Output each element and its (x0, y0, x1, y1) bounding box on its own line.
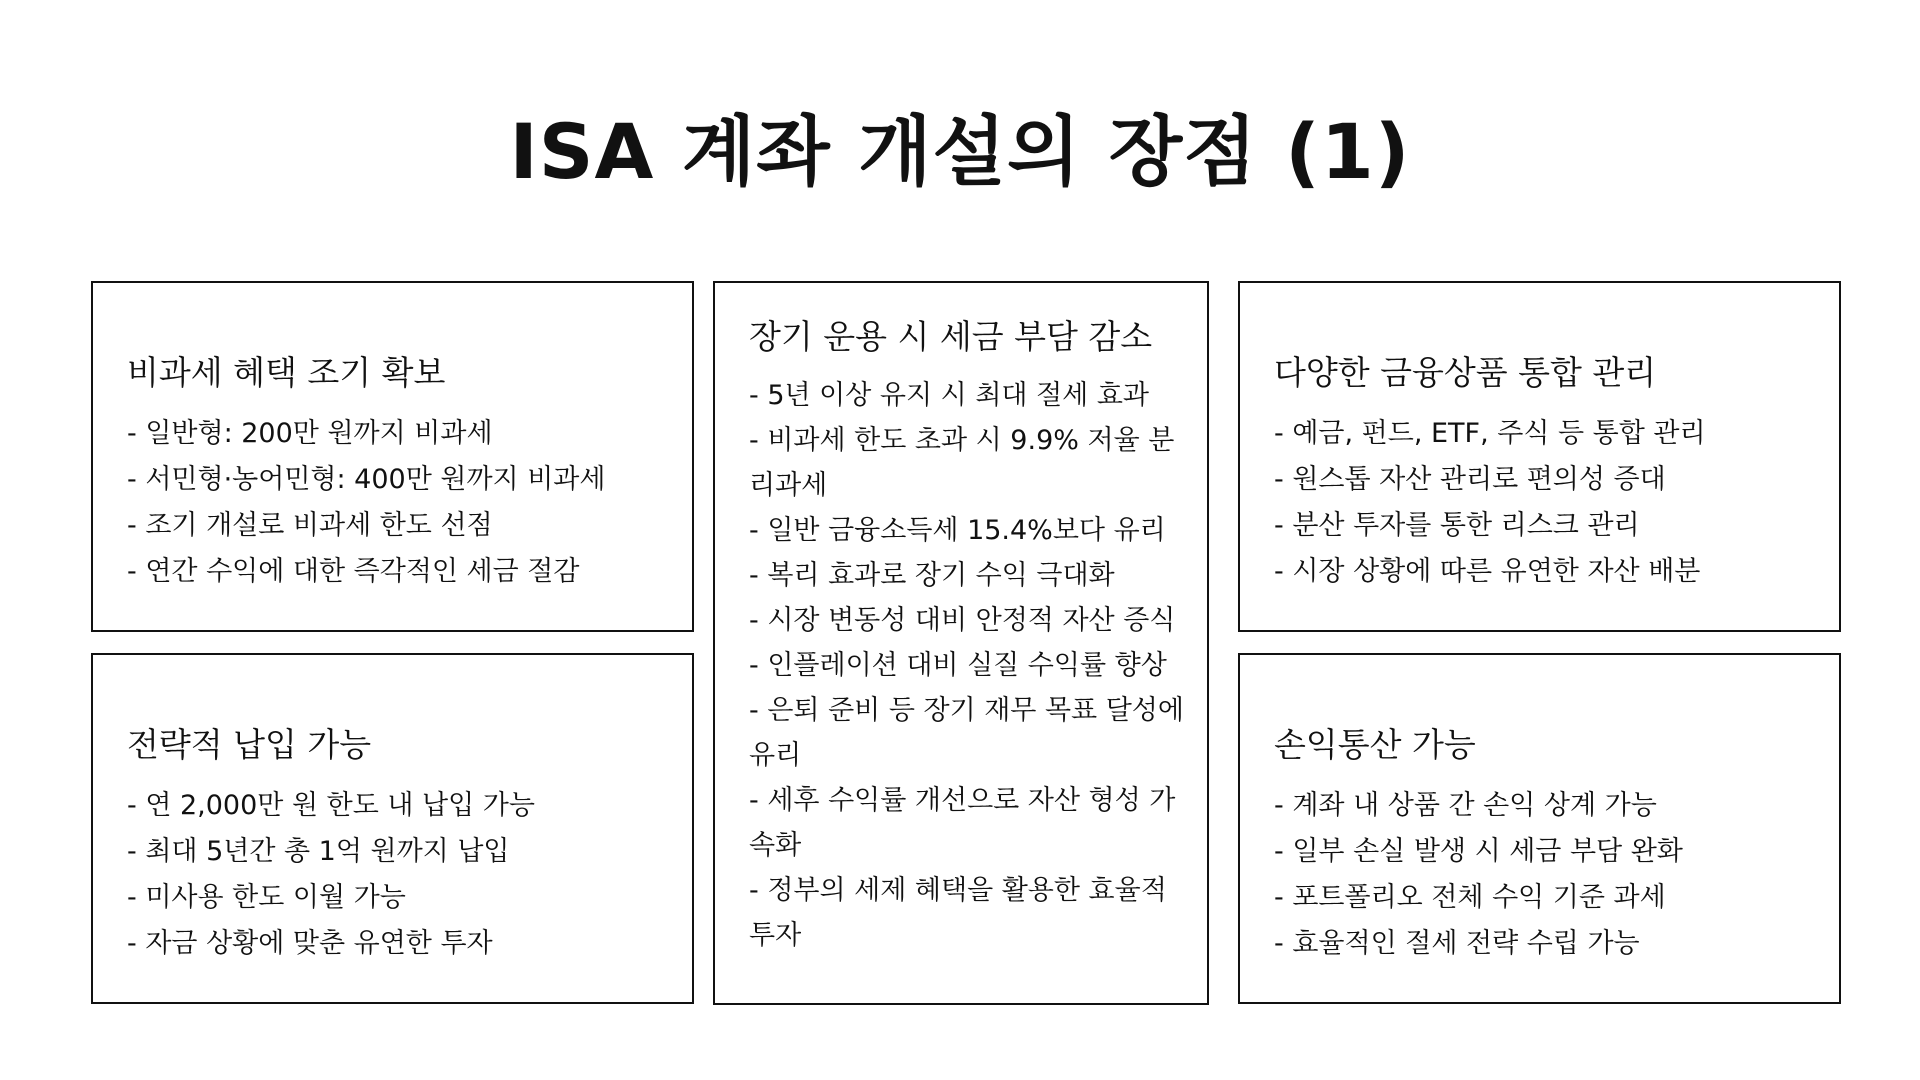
list-item: - 일부 손실 발생 시 세금 부담 완화 (1274, 836, 1683, 867)
list-item: - 일반형: 200만 원까지 비과세 (127, 418, 493, 449)
list-item: - 최대 5년간 총 1억 원까지 납입 (127, 836, 510, 867)
card-loss-offset (1238, 653, 1841, 1004)
list-item: - 자금 상황에 맞춘 유연한 투자 (127, 928, 493, 959)
list-item: - 계좌 내 상품 간 손익 상계 가능 (1274, 790, 1657, 821)
list-item: - 인플레이션 대비 실질 수익률 향상 (749, 650, 1167, 681)
list-item: - 미사용 한도 이월 가능 (127, 882, 406, 913)
card-list (1274, 411, 1811, 595)
list-item: - 세후 수익률 개선으로 자산 형성 가속화 (749, 785, 1176, 861)
card-list (1274, 783, 1811, 967)
card-list (127, 783, 664, 967)
list-item: - 연간 수익에 대한 즉각적인 세금 절감 (127, 556, 580, 587)
list-item: - 시장 변동성 대비 안정적 자산 증식 (749, 605, 1176, 636)
card-title: 장기 운용 시 세금 부담 감소 (749, 317, 1153, 356)
list-item: - 조기 개설로 비과세 한도 선점 (127, 510, 493, 541)
card-strategic-deposit (91, 653, 694, 1004)
list-item: - 은퇴 준비 등 장기 재무 목표 달성에 유리 (749, 695, 1184, 771)
card-title: 비과세 혜택 조기 확보 (127, 353, 446, 392)
list-item: - 원스톱 자산 관리로 편의성 증대 (1274, 464, 1666, 495)
list-item: - 시장 상황에 따른 유연한 자산 배분 (1274, 556, 1701, 587)
card-long-term-tax (713, 281, 1209, 1005)
list-item: - 일반 금융소득세 15.4%보다 유리 (749, 515, 1166, 546)
list-item: - 5년 이상 유지 시 최대 절세 효과 (749, 380, 1149, 411)
list-item: - 효율적인 절세 전략 수립 가능 (1274, 928, 1640, 959)
list-item: - 비과세 한도 초과 시 9.9% 저율 분리과세 (749, 425, 1175, 501)
list-item: - 정부의 세제 혜택을 활용한 효율적 투자 (749, 875, 1167, 951)
card-list (749, 373, 1189, 958)
card-list (127, 411, 664, 595)
card-title: 다양한 금융상품 통합 관리 (1274, 353, 1657, 392)
list-item: - 분산 투자를 통한 리스크 관리 (1274, 510, 1640, 541)
card-title: 전략적 납입 가능 (127, 725, 372, 764)
list-item: - 포트폴리오 전체 수익 기준 과세 (1274, 882, 1666, 913)
list-item: - 연 2,000만 원 한도 내 납입 가능 (127, 790, 535, 821)
list-item: - 서민형·농어민형: 400만 원까지 비과세 (127, 464, 606, 495)
card-integrated-management (1238, 281, 1841, 632)
list-item: - 복리 효과로 장기 수익 극대화 (749, 560, 1115, 591)
card-tax-exemption (91, 281, 694, 632)
card-title: 손익통산 가능 (1274, 725, 1476, 764)
list-item: - 예금, 펀드, ETF, 주식 등 통합 관리 (1274, 418, 1706, 449)
slide-title: ISA 계좌 개설의 장점 (1) (509, 107, 1411, 196)
